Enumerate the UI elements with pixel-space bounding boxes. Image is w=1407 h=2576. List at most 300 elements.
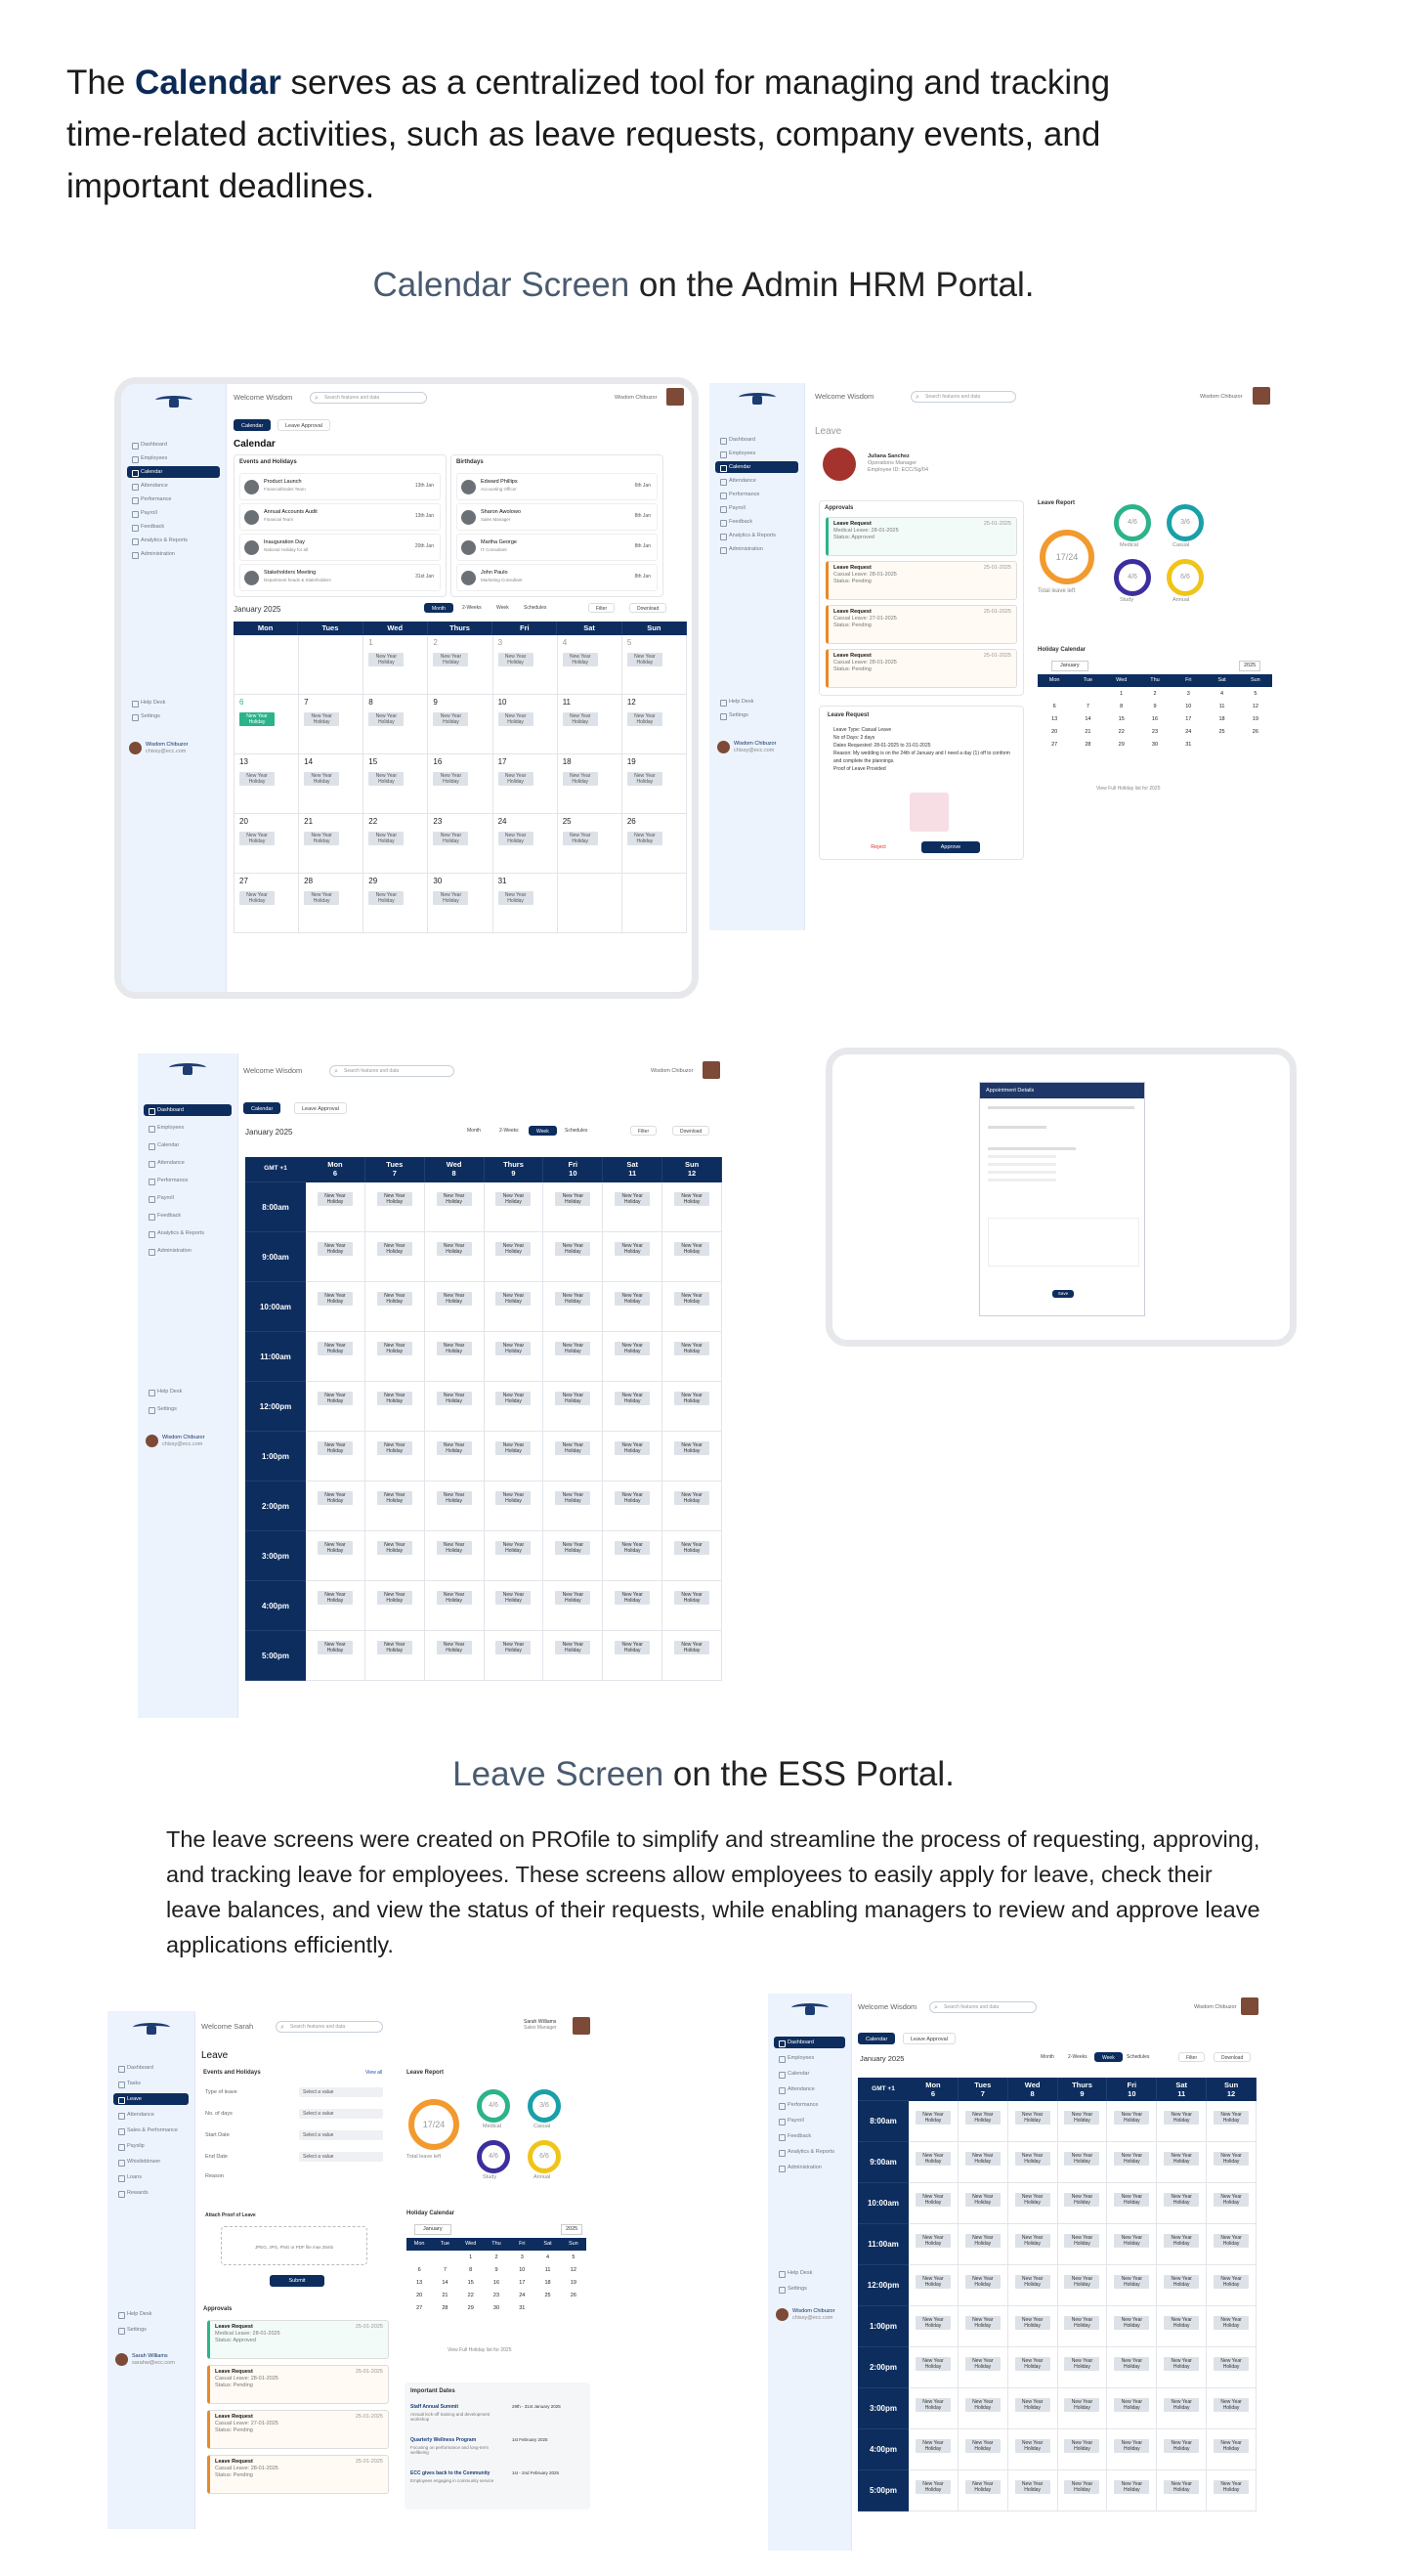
holiday-tag[interactable]: New Year Holiday (498, 712, 533, 726)
mini-date[interactable]: 14 (442, 2280, 448, 2286)
mini-date[interactable]: 4 (1220, 691, 1224, 697)
mini-date[interactable]: 18 (1218, 716, 1225, 722)
holiday-tag[interactable]: New Year Holiday (1015, 2234, 1050, 2248)
nav-feedback[interactable]: Feedback (127, 521, 220, 533)
time-slot-cell[interactable] (1058, 2183, 1108, 2224)
nav-help-desk[interactable]: Help Desk (127, 697, 220, 708)
holiday-tag[interactable]: New Year Holiday (965, 2357, 1001, 2371)
holiday-tag[interactable]: New Year Holiday (563, 712, 598, 726)
time-slot-cell[interactable] (425, 1232, 485, 1282)
nav-analytics[interactable]: Analytics & Reports (144, 1227, 232, 1239)
view-2-weeks[interactable]: 2-Weeks (1068, 2054, 1087, 2060)
time-slot-cell[interactable] (1107, 2183, 1157, 2224)
holiday-tag[interactable]: New Year Holiday (495, 1192, 531, 1206)
time-slot-cell[interactable] (1207, 2306, 1257, 2347)
holiday-tag[interactable]: New Year Holiday (965, 2234, 1001, 2248)
time-slot-cell[interactable] (1157, 2265, 1207, 2306)
time-slot-cell[interactable] (603, 1382, 662, 1432)
holiday-tag[interactable]: New Year Holiday (437, 1342, 472, 1355)
tab-leave-approval[interactable]: Leave Approval (277, 419, 330, 431)
time-slot-cell[interactable] (1008, 2101, 1058, 2142)
time-slot-cell[interactable] (306, 1432, 365, 1481)
time-slot-cell[interactable] (306, 1382, 365, 1432)
nav-employees[interactable]: Employees (715, 448, 798, 459)
holiday-tag[interactable]: New Year Holiday (1114, 2234, 1149, 2248)
time-slot-cell[interactable] (365, 1382, 425, 1432)
nav-attendance[interactable]: Attendance (144, 1157, 232, 1169)
holiday-tag[interactable]: New Year Holiday (1064, 2480, 1099, 2494)
holiday-tag[interactable]: New Year Holiday (437, 1441, 472, 1455)
view-month[interactable]: Month (467, 1128, 481, 1134)
mini-date[interactable]: 26 (570, 2293, 576, 2298)
save-button[interactable]: Save (1052, 1290, 1074, 1298)
holiday-tag[interactable]: New Year Holiday (627, 712, 662, 726)
holiday-tag[interactable]: New Year Holiday (965, 2480, 1001, 2494)
time-slot-cell[interactable] (1107, 2101, 1157, 2142)
leave-request-item[interactable] (207, 2455, 389, 2494)
time-slot-cell[interactable] (543, 1531, 603, 1581)
nav-calendar[interactable]: Calendar (127, 466, 220, 478)
time-slot-cell[interactable] (1107, 2265, 1157, 2306)
mini-date[interactable]: 22 (467, 2293, 474, 2298)
time-slot-cell[interactable] (1058, 2429, 1108, 2470)
mini-date[interactable]: 11 (1218, 704, 1225, 709)
time-slot-cell[interactable] (306, 1332, 365, 1382)
nav-feedback[interactable]: Feedback (774, 2130, 845, 2142)
time-slot-cell[interactable] (603, 1581, 662, 1631)
mini-date[interactable]: 18 (544, 2280, 551, 2286)
holiday-tag[interactable]: New Year Holiday (433, 832, 468, 845)
mini-date[interactable]: 1 (469, 2254, 473, 2260)
time-slot-cell[interactable] (909, 2101, 959, 2142)
nav-analytics[interactable]: Analytics & Reports (774, 2146, 845, 2158)
holiday-tag[interactable]: New Year Holiday (368, 653, 404, 666)
holiday-tag[interactable]: New Year Holiday (615, 1591, 650, 1605)
day-cell[interactable] (363, 814, 428, 874)
time-slot-cell[interactable] (603, 1282, 662, 1332)
filter-button[interactable]: Filter (630, 1126, 657, 1136)
upload-dropzone[interactable]: JPEG, JPG, PNG or PDF file max 25mb (221, 2226, 367, 2265)
holiday-tag[interactable]: New Year Holiday (674, 1242, 709, 1256)
holiday-tag[interactable]: New Year Holiday (318, 1342, 353, 1355)
time-slot-cell[interactable] (1157, 2142, 1207, 2183)
mini-date[interactable]: 22 (1118, 729, 1125, 735)
nav-performance[interactable]: Performance (715, 489, 798, 500)
time-slot-cell[interactable] (1107, 2306, 1157, 2347)
nav-dashboard[interactable]: Dashboard (113, 2062, 189, 2074)
holiday-tag[interactable]: New Year Holiday (674, 1342, 709, 1355)
mini-date[interactable]: 8 (469, 2267, 473, 2273)
time-slot-cell[interactable] (959, 2429, 1008, 2470)
day-cell[interactable] (493, 754, 558, 814)
nav-analytics[interactable]: Analytics & Reports (127, 535, 220, 546)
day-cell[interactable] (493, 695, 558, 754)
time-slot-cell[interactable] (306, 1481, 365, 1531)
holiday-tag[interactable]: New Year Holiday (433, 653, 468, 666)
year-select[interactable]: 2025 (1239, 661, 1260, 671)
holiday-tag[interactable]: New Year Holiday (916, 2357, 951, 2371)
time-slot-cell[interactable] (306, 1581, 365, 1631)
list-item[interactable] (239, 564, 441, 591)
mini-date[interactable]: 6 (417, 2267, 421, 2273)
time-slot-cell[interactable] (1008, 2347, 1058, 2388)
mini-date[interactable]: 13 (1051, 716, 1058, 722)
time-slot-cell[interactable] (1207, 2101, 1257, 2142)
nav-leave[interactable]: Leave (113, 2093, 189, 2105)
holiday-tag[interactable]: New Year Holiday (437, 1591, 472, 1605)
time-slot-cell[interactable] (543, 1382, 603, 1432)
day-cell[interactable] (299, 814, 363, 874)
time-slot-cell[interactable] (306, 1631, 365, 1681)
time-slot-cell[interactable] (1207, 2470, 1257, 2512)
holiday-tag[interactable]: New Year Holiday (555, 1192, 590, 1206)
holiday-tag[interactable]: New Year Holiday (495, 1242, 531, 1256)
holiday-tag[interactable]: New Year Holiday (615, 1541, 650, 1555)
mini-date[interactable]: 21 (442, 2293, 448, 2298)
view-month[interactable]: Month (1041, 2054, 1054, 2060)
holiday-tag[interactable]: New Year Holiday (1164, 2111, 1199, 2125)
mini-date[interactable]: 19 (570, 2280, 576, 2286)
day-cell[interactable] (558, 814, 622, 874)
day-cell[interactable] (428, 874, 492, 933)
holiday-tag[interactable]: New Year Holiday (1214, 2193, 1249, 2207)
time-slot-cell[interactable] (543, 1332, 603, 1382)
day-cell[interactable] (622, 754, 687, 814)
time-slot-cell[interactable] (1008, 2224, 1058, 2265)
day-cell[interactable] (428, 695, 492, 754)
time-slot-cell[interactable] (1058, 2224, 1108, 2265)
nav-calendar[interactable]: Calendar (144, 1139, 232, 1151)
time-slot-cell[interactable] (306, 1282, 365, 1332)
holiday-tag[interactable]: New Year Holiday (437, 1641, 472, 1654)
search-input[interactable]: ⌕ Search features and data (310, 392, 427, 404)
holiday-tag[interactable]: New Year Holiday (615, 1441, 650, 1455)
time-slot-cell[interactable] (485, 1432, 544, 1481)
mini-date[interactable]: 6 (1052, 704, 1056, 709)
nav-attendance[interactable]: Attendance (715, 475, 798, 487)
download-button[interactable]: Download (672, 1126, 709, 1136)
holiday-tag[interactable]: New Year Holiday (377, 1292, 412, 1306)
mini-date[interactable]: 19 (1252, 716, 1258, 722)
mini-date[interactable]: 29 (467, 2305, 474, 2311)
holiday-tag[interactable]: New Year Holiday (1064, 2357, 1099, 2371)
holiday-tag[interactable]: New Year Holiday (916, 2152, 951, 2166)
search-input[interactable]: ⌕ Search features and data (329, 1065, 454, 1077)
end-date-select[interactable]: Select a value (299, 2152, 383, 2162)
holiday-tag[interactable]: New Year Holiday (916, 2275, 951, 2289)
time-slot-cell[interactable] (1107, 2224, 1157, 2265)
mini-date[interactable]: 29 (1118, 742, 1125, 748)
time-slot-cell[interactable] (365, 1232, 425, 1282)
mini-date[interactable]: 23 (492, 2293, 500, 2298)
holiday-tag[interactable]: New Year Holiday (674, 1392, 709, 1405)
view-full-link[interactable]: View Full Holiday list for 2025 (1096, 786, 1161, 792)
time-slot-cell[interactable] (1207, 2429, 1257, 2470)
time-slot-cell[interactable] (1157, 2101, 1207, 2142)
mini-date[interactable]: 15 (467, 2280, 474, 2286)
leave-request-item[interactable] (826, 605, 1017, 644)
time-slot-cell[interactable] (603, 1631, 662, 1681)
day-cell[interactable] (428, 754, 492, 814)
tab-leave-approval[interactable]: Leave Approval (294, 1102, 347, 1114)
holiday-tag[interactable]: New Year Holiday (368, 772, 404, 786)
time-slot-cell[interactable] (959, 2306, 1008, 2347)
holiday-tag[interactable]: New Year Holiday (495, 1342, 531, 1355)
mini-date[interactable]: 7 (443, 2267, 447, 2273)
day-cell[interactable] (363, 874, 428, 933)
holiday-tag[interactable]: New Year Holiday (1164, 2316, 1199, 2330)
mini-date[interactable] (561, 2302, 586, 2315)
time-slot-cell[interactable] (662, 1581, 722, 1631)
mini-date[interactable]: 1 (1120, 691, 1124, 697)
mini-date[interactable]: 8 (1120, 704, 1124, 709)
mini-date[interactable] (432, 2252, 457, 2264)
holiday-tag[interactable]: New Year Holiday (239, 712, 275, 726)
view-week[interactable]: Week (496, 605, 509, 611)
tab-calendar[interactable]: Calendar (243, 1102, 280, 1114)
list-item[interactable] (239, 473, 441, 500)
holiday-tag[interactable]: New Year Holiday (1214, 2111, 1249, 2125)
mini-date[interactable]: 10 (1185, 704, 1192, 709)
time-slot-cell[interactable] (959, 2470, 1008, 2512)
mini-date[interactable]: 24 (1185, 729, 1192, 735)
time-slot-cell[interactable] (543, 1182, 603, 1232)
time-slot-cell[interactable] (603, 1531, 662, 1581)
holiday-tag[interactable]: New Year Holiday (437, 1491, 472, 1505)
view-schedules[interactable]: Schedules (1127, 2054, 1150, 2060)
holiday-tag[interactable]: New Year Holiday (1064, 2275, 1099, 2289)
year-select[interactable]: 2025 (561, 2224, 582, 2235)
time-slot-cell[interactable] (1058, 2265, 1108, 2306)
list-item[interactable] (456, 564, 658, 591)
mini-date[interactable]: 12 (570, 2267, 576, 2273)
nav-attendance[interactable]: Attendance (113, 2109, 189, 2121)
nav-payroll[interactable]: Payroll (774, 2115, 845, 2126)
nav-whistleblower[interactable]: Whistleblower (113, 2156, 189, 2168)
mini-date[interactable]: 15 (1118, 716, 1125, 722)
mini-date[interactable]: 31 (519, 2305, 526, 2311)
download-button[interactable]: Download (629, 603, 666, 613)
user-profile[interactable]: Wisdom Chibuzor chissy@ecc.com (776, 2308, 834, 2322)
mini-date[interactable]: 3 (1186, 691, 1190, 697)
mini-date[interactable] (1071, 688, 1104, 701)
holiday-tag[interactable]: New Year Holiday (1064, 2193, 1099, 2207)
holiday-tag[interactable]: New Year Holiday (615, 1392, 650, 1405)
holiday-tag[interactable]: New Year Holiday (563, 832, 598, 845)
holiday-tag[interactable]: New Year Holiday (498, 772, 533, 786)
holiday-tag[interactable]: New Year Holiday (318, 1392, 353, 1405)
nav-dashboard[interactable]: Dashboard (127, 439, 220, 451)
time-slot-cell[interactable] (1107, 2142, 1157, 2183)
view-schedules[interactable]: Schedules (565, 1128, 588, 1134)
month-select[interactable]: January (1051, 661, 1088, 671)
mini-date[interactable]: 31 (1185, 742, 1192, 748)
holiday-tag[interactable]: New Year Holiday (495, 1491, 531, 1505)
time-slot-cell[interactable] (543, 1631, 603, 1681)
nav-rewards[interactable]: Rewards (113, 2187, 189, 2199)
time-slot-cell[interactable] (1157, 2429, 1207, 2470)
holiday-tag[interactable]: New Year Holiday (495, 1392, 531, 1405)
mini-date[interactable]: 9 (494, 2267, 498, 2273)
holiday-tag[interactable]: New Year Holiday (239, 772, 275, 786)
holiday-tag[interactable]: New Year Holiday (239, 832, 275, 845)
nav-attendance[interactable]: Attendance (774, 2083, 845, 2095)
holiday-tag[interactable]: New Year Holiday (437, 1292, 472, 1306)
time-slot-cell[interactable] (959, 2388, 1008, 2429)
time-slot-cell[interactable] (365, 1282, 425, 1332)
holiday-tag[interactable]: New Year Holiday (318, 1641, 353, 1654)
holiday-tag[interactable]: New Year Holiday (615, 1342, 650, 1355)
day-cell[interactable] (363, 635, 428, 695)
day-cell[interactable] (558, 635, 622, 695)
time-slot-cell[interactable] (662, 1481, 722, 1531)
holiday-tag[interactable]: New Year Holiday (555, 1342, 590, 1355)
time-slot-cell[interactable] (603, 1182, 662, 1232)
mini-date[interactable]: 25 (1218, 729, 1225, 735)
search-input[interactable]: ⌕ Search features and data (929, 2001, 1037, 2013)
holiday-tag[interactable]: New Year Holiday (377, 1641, 412, 1654)
holiday-tag[interactable]: New Year Holiday (965, 2316, 1001, 2330)
mini-date[interactable]: 16 (492, 2280, 500, 2286)
nav-employees[interactable]: Employees (127, 452, 220, 464)
time-slot-cell[interactable] (425, 1332, 485, 1382)
holiday-tag[interactable]: New Year Holiday (555, 1441, 590, 1455)
time-slot-cell[interactable] (365, 1531, 425, 1581)
time-slot-cell[interactable] (1207, 2183, 1257, 2224)
holiday-tag[interactable]: New Year Holiday (433, 891, 468, 905)
time-slot-cell[interactable] (1008, 2470, 1058, 2512)
reject-button[interactable]: Reject (871, 844, 886, 850)
nav-loans[interactable]: Loans (113, 2171, 189, 2183)
user-profile[interactable]: Wisdom Chibuzor chissy@ecc.com (146, 1435, 204, 1448)
nav-settings[interactable]: Settings (774, 2283, 845, 2295)
nav-administration[interactable]: Administration (144, 1245, 232, 1257)
holiday-tag[interactable]: New Year Holiday (318, 1242, 353, 1256)
mini-date[interactable]: 16 (1151, 716, 1159, 722)
holiday-tag[interactable]: New Year Holiday (965, 2193, 1001, 2207)
time-slot-cell[interactable] (959, 2142, 1008, 2183)
holiday-tag[interactable]: New Year Holiday (433, 772, 468, 786)
day-cell[interactable] (299, 874, 363, 933)
holiday-tag[interactable]: New Year Holiday (1064, 2152, 1099, 2166)
mini-date[interactable] (1038, 688, 1071, 701)
holiday-tag[interactable]: New Year Holiday (1214, 2357, 1249, 2371)
time-slot-cell[interactable] (425, 1182, 485, 1232)
time-slot-cell[interactable] (1008, 2142, 1058, 2183)
time-slot-cell[interactable] (365, 1481, 425, 1531)
search-input[interactable]: ⌕ Search features and data (276, 2021, 383, 2033)
holiday-tag[interactable]: New Year Holiday (318, 1441, 353, 1455)
mini-date[interactable]: 25 (544, 2293, 551, 2298)
nav-analytics[interactable]: Analytics & Reports (715, 530, 798, 541)
time-slot-cell[interactable] (662, 1531, 722, 1581)
holiday-tag[interactable]: New Year Holiday (615, 1292, 650, 1306)
day-cell[interactable] (622, 874, 687, 933)
holiday-tag[interactable]: New Year Holiday (495, 1541, 531, 1555)
holiday-tag[interactable]: New Year Holiday (377, 1441, 412, 1455)
nav-sales-performance[interactable]: Sales & Performance (113, 2125, 189, 2136)
time-slot-cell[interactable] (485, 1631, 544, 1681)
holiday-tag[interactable]: New Year Holiday (1064, 2111, 1099, 2125)
day-cell[interactable] (299, 754, 363, 814)
mini-date[interactable]: 10 (519, 2267, 526, 2273)
holiday-tag[interactable]: New Year Holiday (1064, 2316, 1099, 2330)
holiday-tag[interactable]: New Year Holiday (1214, 2398, 1249, 2412)
time-slot-cell[interactable] (1207, 2388, 1257, 2429)
holiday-tag[interactable]: New Year Holiday (674, 1591, 709, 1605)
time-slot-cell[interactable] (662, 1432, 722, 1481)
time-slot-cell[interactable] (425, 1382, 485, 1432)
nav-administration[interactable]: Administration (774, 2162, 845, 2173)
time-slot-cell[interactable] (543, 1282, 603, 1332)
mini-date[interactable]: 28 (442, 2305, 448, 2311)
nav-employees[interactable]: Employees (144, 1122, 232, 1134)
view-week[interactable]: Week (529, 1126, 557, 1136)
time-slot-cell[interactable] (1157, 2224, 1207, 2265)
holiday-tag[interactable]: New Year Holiday (555, 1292, 590, 1306)
holiday-tag[interactable]: New Year Holiday (377, 1192, 412, 1206)
holiday-tag[interactable]: New Year Holiday (377, 1342, 412, 1355)
time-slot-cell[interactable] (959, 2224, 1008, 2265)
holiday-tag[interactable]: New Year Holiday (1015, 2193, 1050, 2207)
time-slot-cell[interactable] (425, 1481, 485, 1531)
holiday-tag[interactable]: New Year Holiday (318, 1591, 353, 1605)
time-slot-cell[interactable] (1157, 2470, 1207, 2512)
mini-date[interactable] (1239, 739, 1272, 751)
holiday-tag[interactable]: New Year Holiday (1164, 2275, 1199, 2289)
holiday-tag[interactable]: New Year Holiday (1015, 2357, 1050, 2371)
day-cell[interactable] (234, 695, 299, 754)
holiday-tag[interactable]: New Year Holiday (1015, 2275, 1050, 2289)
time-slot-cell[interactable] (1157, 2183, 1207, 2224)
day-cell[interactable] (493, 814, 558, 874)
time-slot-cell[interactable] (306, 1531, 365, 1581)
time-slot-cell[interactable] (603, 1432, 662, 1481)
time-slot-cell[interactable] (485, 1232, 544, 1282)
view-schedules[interactable]: Schedules (524, 605, 547, 611)
holiday-tag[interactable]: New Year Holiday (555, 1491, 590, 1505)
time-slot-cell[interactable] (603, 1232, 662, 1282)
mini-date[interactable] (534, 2302, 560, 2315)
nav-performance[interactable]: Performance (144, 1175, 232, 1186)
holiday-tag[interactable]: New Year Holiday (239, 891, 275, 905)
month-select[interactable]: January (414, 2224, 451, 2235)
time-slot-cell[interactable] (1008, 2429, 1058, 2470)
time-slot-cell[interactable] (909, 2183, 959, 2224)
holiday-tag[interactable]: New Year Holiday (495, 1641, 531, 1654)
nav-help-desk[interactable]: Help Desk (144, 1386, 232, 1397)
holiday-tag[interactable]: New Year Holiday (368, 891, 404, 905)
nav-payslip[interactable]: Payslip (113, 2140, 189, 2152)
holiday-tag[interactable]: New Year Holiday (437, 1392, 472, 1405)
holiday-tag[interactable]: New Year Holiday (377, 1491, 412, 1505)
time-slot-cell[interactable] (485, 1531, 544, 1581)
holiday-tag[interactable]: New Year Holiday (1114, 2193, 1149, 2207)
time-slot-cell[interactable] (485, 1332, 544, 1382)
holiday-tag[interactable]: New Year Holiday (498, 832, 533, 845)
holiday-tag[interactable]: New Year Holiday (1114, 2439, 1149, 2453)
time-slot-cell[interactable] (662, 1332, 722, 1382)
view-2-weeks[interactable]: 2-Weeks (499, 1128, 519, 1134)
tab-calendar[interactable]: Calendar (234, 419, 271, 431)
mini-date[interactable]: 7 (1086, 704, 1089, 709)
nav-settings[interactable]: Settings (144, 1403, 232, 1415)
days-select[interactable]: Select a value (299, 2109, 383, 2119)
time-slot-cell[interactable] (1058, 2470, 1108, 2512)
nav-dashboard[interactable]: Dashboard (715, 434, 798, 446)
day-cell[interactable] (299, 695, 363, 754)
time-slot-cell[interactable] (909, 2388, 959, 2429)
